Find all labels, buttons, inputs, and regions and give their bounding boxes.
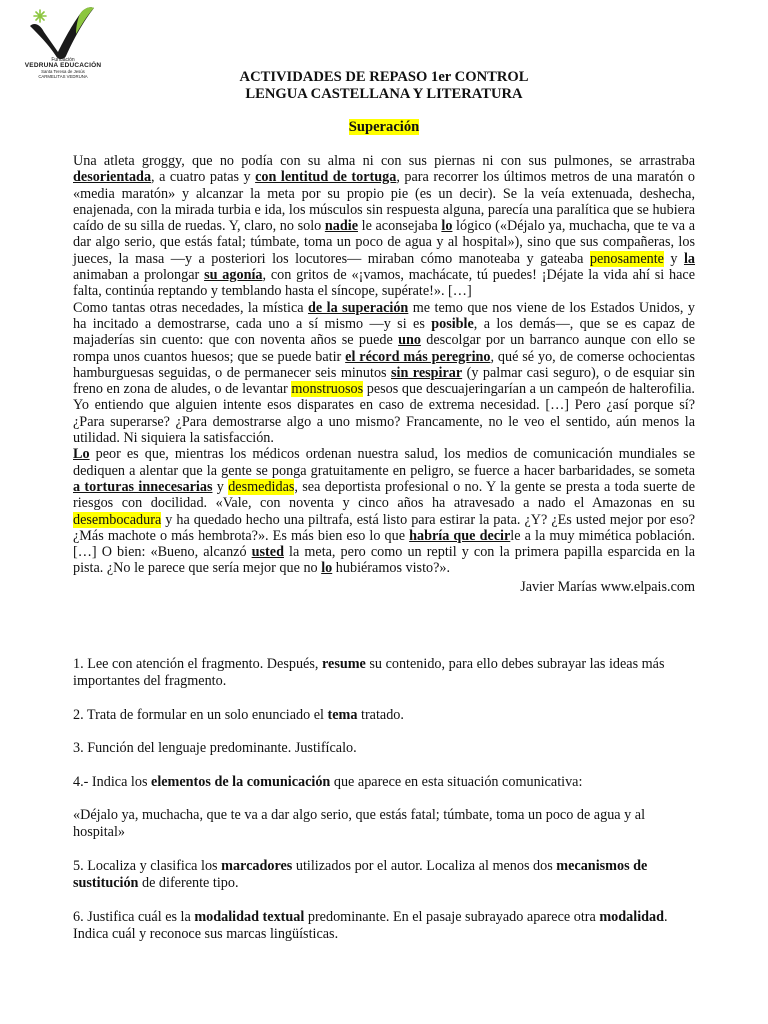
marked-phrase: su agonía xyxy=(204,267,263,284)
paragraph-3 xyxy=(73,446,695,576)
question-2 xyxy=(73,707,695,724)
quote-text: «Déjalo ya, muchacha, que te va a dar algo serio, que estás fatal; túmbate, toma un poco de agua y al hospital» xyxy=(73,807,646,840)
question-text: que aparece en esta situación comunicativa: xyxy=(330,774,583,790)
text-run: la meta, pero como un reptil y con la primera papilla esparcida en la pista. ¿No le parece que sería mejor que no xyxy=(73,544,695,577)
question-text: 3. Función del lenguaje predominante. Justifícalo. xyxy=(73,740,357,756)
text-run: hubiéramos visto?». xyxy=(332,560,451,577)
marked-word: nadie xyxy=(324,218,358,235)
text-run: , con gritos de «¡vamos, machácate, tú puedes! ¡Déjate la vida ahí si hace falta, continúa reptando y temblando hasta el síncope, supérate!». […] xyxy=(73,267,695,300)
question-keyword: resume xyxy=(321,656,366,672)
question-text: su contenido, para ello debes subrayar las ideas más importantes del fragmento. xyxy=(73,656,665,689)
question-keyword: modalidad xyxy=(599,909,665,925)
text-title-highlight: Superación xyxy=(348,119,420,135)
question-4-quote xyxy=(73,807,695,841)
text-run: , sea deportista profesional o no. Y la gente se presta a toda suerte de riesgos con docilidad. «Vale, con noventa y cinco años ha atravesado a nado el Amazonas en su xyxy=(73,478,695,512)
question-5 xyxy=(73,858,695,892)
logo-line4: CARMELITAS VEDRUNA xyxy=(38,73,88,79)
question-text: . Indica cuál y reconoce sus marcas lingüísticas. xyxy=(73,909,668,942)
author-credit: Javier Marías www.elpais.com xyxy=(520,578,695,595)
question-3 xyxy=(73,740,695,757)
bold-word: posible xyxy=(431,315,474,332)
question-text: 2. Trata de formular en un solo enunciado el xyxy=(73,707,328,723)
reading-text xyxy=(73,153,695,595)
highlighted-word: desmedidas xyxy=(228,478,295,495)
text-run: (y palmar casi seguro), o de esquiar sin freno en zona de aludes, o de levantar xyxy=(73,364,696,398)
question-keyword: tema xyxy=(327,707,358,723)
text-run: lógico («Déjalo ya, muchacha, que te va a dar algo serio, que estás fatal; túmbate, toma un poco de agua y al hospital»), sino que sus compañeras, los jueces, la masa —y a posteriori los locutores— miraban cómo manoteaba y gateaba xyxy=(73,218,696,267)
marked-phrase: a torturas innecesarias xyxy=(73,478,213,495)
logo-line1: Fundación xyxy=(51,57,75,63)
question-4 xyxy=(73,774,695,791)
marked-phrase: habría que decir xyxy=(409,527,511,544)
question-keyword: mecanismos de sustitución xyxy=(73,858,648,891)
marked-word: la xyxy=(683,250,696,267)
question-text: 6. Justifica cuál es la xyxy=(73,909,195,925)
question-1 xyxy=(73,656,695,690)
text-run: pesos que descuajeringarían a un campeón de halterofilia. Yo entiendo que alguien intente esos disparates en caso de extrema necesidad. […] Pero ¿así porque sí? ¿Para superarse? ¿Para demostrarse algo a uno mismo? Francamente, no le veo el sentido, aún menos la utilidad. Ni siquiera la satisfacción. xyxy=(73,381,695,447)
text-run: le aconsejaba xyxy=(358,218,442,235)
question-text: 1. Lee con atención el fragmento. Después, xyxy=(73,656,322,672)
marked-word: usted xyxy=(251,544,284,561)
question-text: utilizados por el autor. Localiza al menos dos xyxy=(292,858,557,874)
text-run: descolgar por un barranco aunque con ello se rompa unos cuantos huesos; que se puede batir xyxy=(73,332,695,365)
marked-word: uno xyxy=(398,332,421,349)
question-6 xyxy=(73,909,695,943)
text-run: animaban a prolongar xyxy=(73,267,205,284)
marked-word: lo xyxy=(321,560,333,577)
question-keyword: marcadores xyxy=(221,858,293,874)
question-text: tratado. xyxy=(357,707,404,723)
text-run: me temo que nos viene de los Estados Unidos, y ha incitado a demostrarse, cada uno a sí mismo —y si es xyxy=(73,299,695,332)
paragraph-2 xyxy=(73,300,695,447)
highlighted-word: desembocadura xyxy=(73,511,162,528)
text-run: , para recorrer los últimos metros de una maratón o «media maratón» y alcanzar la meta por su propio pie (es un decir). Se la veía extenuada, deshecha, enajenada, con la mirada turbia e ida, los músculos sin respuesta alguna, parecía una paralítica que se hubiera caído de su silla de ruedas. Y, claro, no solo xyxy=(73,169,695,235)
text-run: Una atleta groggy, que no podía con su alma ni con sus piernas ni con sus pulmones, se arrastraba xyxy=(73,153,695,169)
question-text: 5. Localiza y clasifica los xyxy=(73,858,222,874)
marked-phrase: con lentitud de tortuga xyxy=(255,169,397,186)
text-run: Como tantas otras necedades, la mística xyxy=(73,299,309,316)
question-text: de diferente tipo. xyxy=(138,875,239,891)
text-run: y xyxy=(212,478,229,495)
text-run: , a los demás—, que se es capaz de majaderías sin cuento: que con noventa años se puede xyxy=(73,315,695,349)
marked-word: desorientada xyxy=(73,169,152,186)
vedruna-check-logo-icon xyxy=(18,4,108,60)
text-title xyxy=(0,119,768,136)
marked-phrase: el récord más peregrino xyxy=(345,348,491,365)
marked-word: Lo xyxy=(73,446,90,463)
text-run: y xyxy=(663,250,684,267)
marked-word: lo xyxy=(441,218,453,235)
highlighted-word: penosamente xyxy=(589,250,664,267)
question-text: 4.- Indica los xyxy=(73,774,152,790)
text-run: y ha quedado hecho una piltrafa, está listo para estirar la pata. ¿Y? ¿Es usted mejor por eso? ¿Más machote o más hembrota?». Es más bien eso lo que xyxy=(73,511,695,544)
highlighted-word: monstruosos xyxy=(291,381,364,398)
logo-line2: VEDRUNA EDUCACIÓN xyxy=(24,62,102,70)
logo-line3: Santa Teresa de Jesús xyxy=(41,69,85,75)
marked-phrase: de la superación xyxy=(308,299,409,316)
question-text: predominante. En el pasaje subrayado aparece otra xyxy=(304,909,600,925)
document-title: ACTIVIDADES DE REPASO 1er CONTROL xyxy=(239,69,529,85)
text-run: le a la muy mimética población. […] O bien: «Bueno, alcanzó xyxy=(73,527,696,561)
paragraph-1 xyxy=(73,153,695,300)
marked-phrase: sin respirar xyxy=(391,364,463,381)
text-run: , a cuatro patas y xyxy=(151,169,256,186)
text-run: , qué sé yo, de comerse ochocientas hamburguesas seguidas, o de permanecer seis minutos xyxy=(73,348,695,381)
text-run: peor es que, mientras los médicos ordenan nuestra salud, los medios de comunicación mundiales se dediquen a alentar que la gente se ponga gratuitamente en peligro, se fuerce a hacer barbaridades, se someta xyxy=(73,446,695,479)
question-keyword: elementos de la comunicación xyxy=(151,774,331,790)
question-keyword: modalidad textual xyxy=(194,909,305,925)
document-subject: LENGUA CASTELLANA Y LITERATURA xyxy=(245,86,523,102)
